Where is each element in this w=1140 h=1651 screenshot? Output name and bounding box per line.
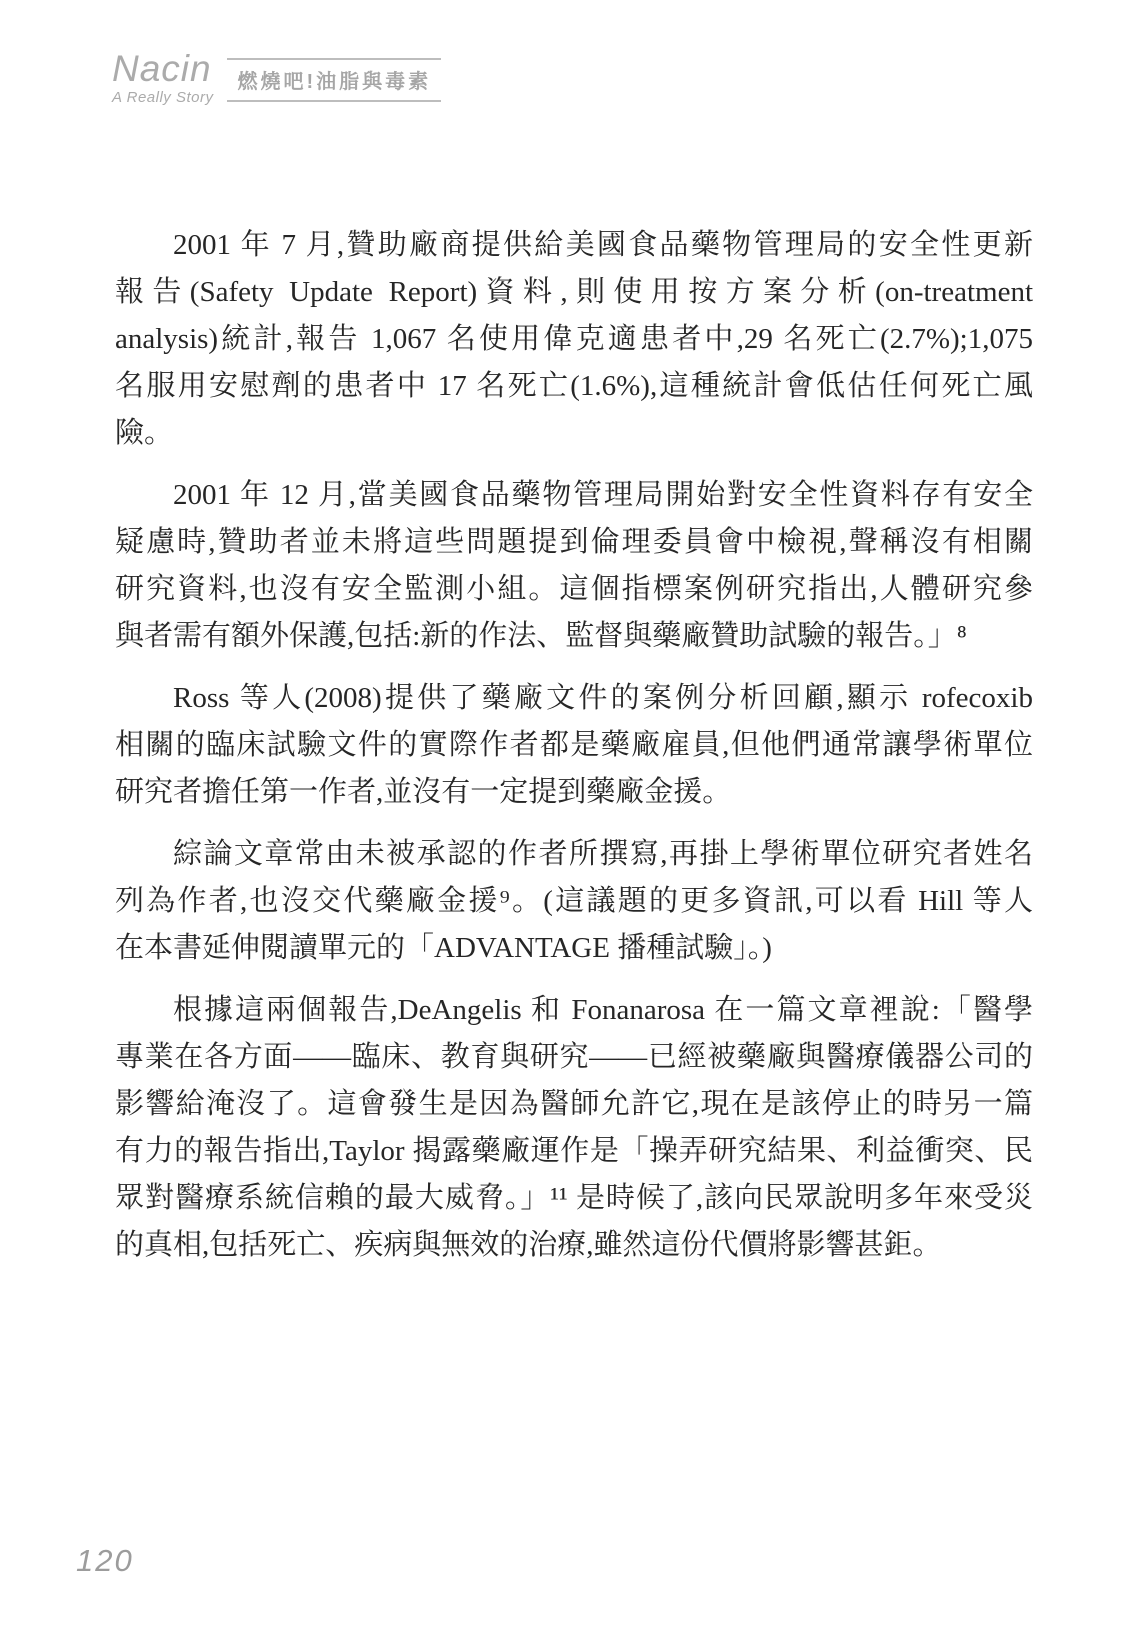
book-logo bbox=[112, 50, 213, 105]
text-line: Ross 等人(2008)提供了藥廠文件的案例分析回顧,顯示 rofecoxib bbox=[173, 682, 1033, 714]
text-line: 名服用安慰劑的患者中 17 名死亡(1.6%),這種統計會低估任何死亡風 bbox=[115, 370, 1033, 402]
paragraph-4 bbox=[115, 831, 1033, 972]
text-line: 險。 bbox=[115, 417, 174, 449]
paragraph-1 bbox=[115, 222, 1033, 457]
body-text bbox=[115, 222, 1033, 1284]
paragraph-5 bbox=[115, 987, 1033, 1269]
paragraph-3 bbox=[115, 675, 1033, 816]
text-line: 有力的報告指出,Taylor 揭露藥廠運作是「操弄研究結果、利益衝突、民 bbox=[115, 1135, 1033, 1167]
text-line: 研究資料,也沒有安全監測小組。這個指標案例研究指出,人體研究參 bbox=[115, 573, 1033, 605]
logo-subtitle: A Really Story bbox=[112, 89, 214, 106]
text-line: 報告(Safety Update Report)資料,則使用按方案分析(on-treatment bbox=[115, 276, 1033, 308]
text-line: 影響給淹沒了。這會發生是因為醫師允許它,現在是該停止的時另一篇 bbox=[115, 1088, 1033, 1120]
book-title: 燃燒吧!油脂與毒素 bbox=[237, 71, 432, 93]
page-header bbox=[112, 50, 441, 105]
text-line: 2001 年 7 月,贊助廠商提供給美國食品藥物管理局的安全性更新 bbox=[173, 229, 1033, 261]
text-line: 列為作者,也沒交代藥廠金援⁹。(這議題的更多資訊,可以看 Hill 等人 bbox=[115, 885, 1033, 917]
text-line: 眾對醫療系統信賴的最大威脅。」¹¹ 是時候了,該向民眾說明多年來受災 bbox=[115, 1182, 1033, 1214]
logo-title: Nacin bbox=[112, 48, 212, 89]
book-title-block bbox=[227, 58, 441, 102]
text-line: 專業在各方面——臨床、教育與研究——已經被藥廠與醫療儀器公司的 bbox=[115, 1041, 1033, 1073]
text-line: 2001 年 12 月,當美國食品藥物管理局開始對安全性資料存有安全 bbox=[173, 479, 1033, 511]
text-line: 疑慮時,贊助者並未將這些問題提到倫理委員會中檢視,聲稱沒有相關 bbox=[115, 526, 1033, 558]
text-line: 研究者擔任第一作者,並沒有一定提到藥廠金援。 bbox=[115, 776, 732, 808]
page-number: 120 bbox=[76, 1543, 134, 1578]
text-line: analysis)統計,報告 1,067 名使用偉克適患者中,29 名死亡(2.7%);1,075 bbox=[115, 323, 1033, 355]
text-line: 的真相,包括死亡、疾病與無效的治療,雖然這份代價將影響甚鉅。 bbox=[115, 1229, 942, 1261]
text-line: 根據這兩個報告,DeAngelis 和 Fonanarosa 在一篇文章裡說:「醫學 bbox=[173, 994, 1033, 1026]
text-line: 相關的臨床試驗文件的實際作者都是藥廠雇員,但他們通常讓學術單位 bbox=[115, 729, 1033, 761]
paragraph-2 bbox=[115, 472, 1033, 660]
text-line: 與者需有額外保護,包括:新的作法、監督與藥廠贊助試驗的報告。」⁸ bbox=[115, 620, 967, 652]
text-line: 綜論文章常由未被承認的作者所撰寫,再掛上學術單位研究者姓名 bbox=[173, 838, 1033, 870]
text-line: 在本書延伸閱讀單元的「ADVANTAGE 播種試驗」。) bbox=[115, 932, 772, 964]
